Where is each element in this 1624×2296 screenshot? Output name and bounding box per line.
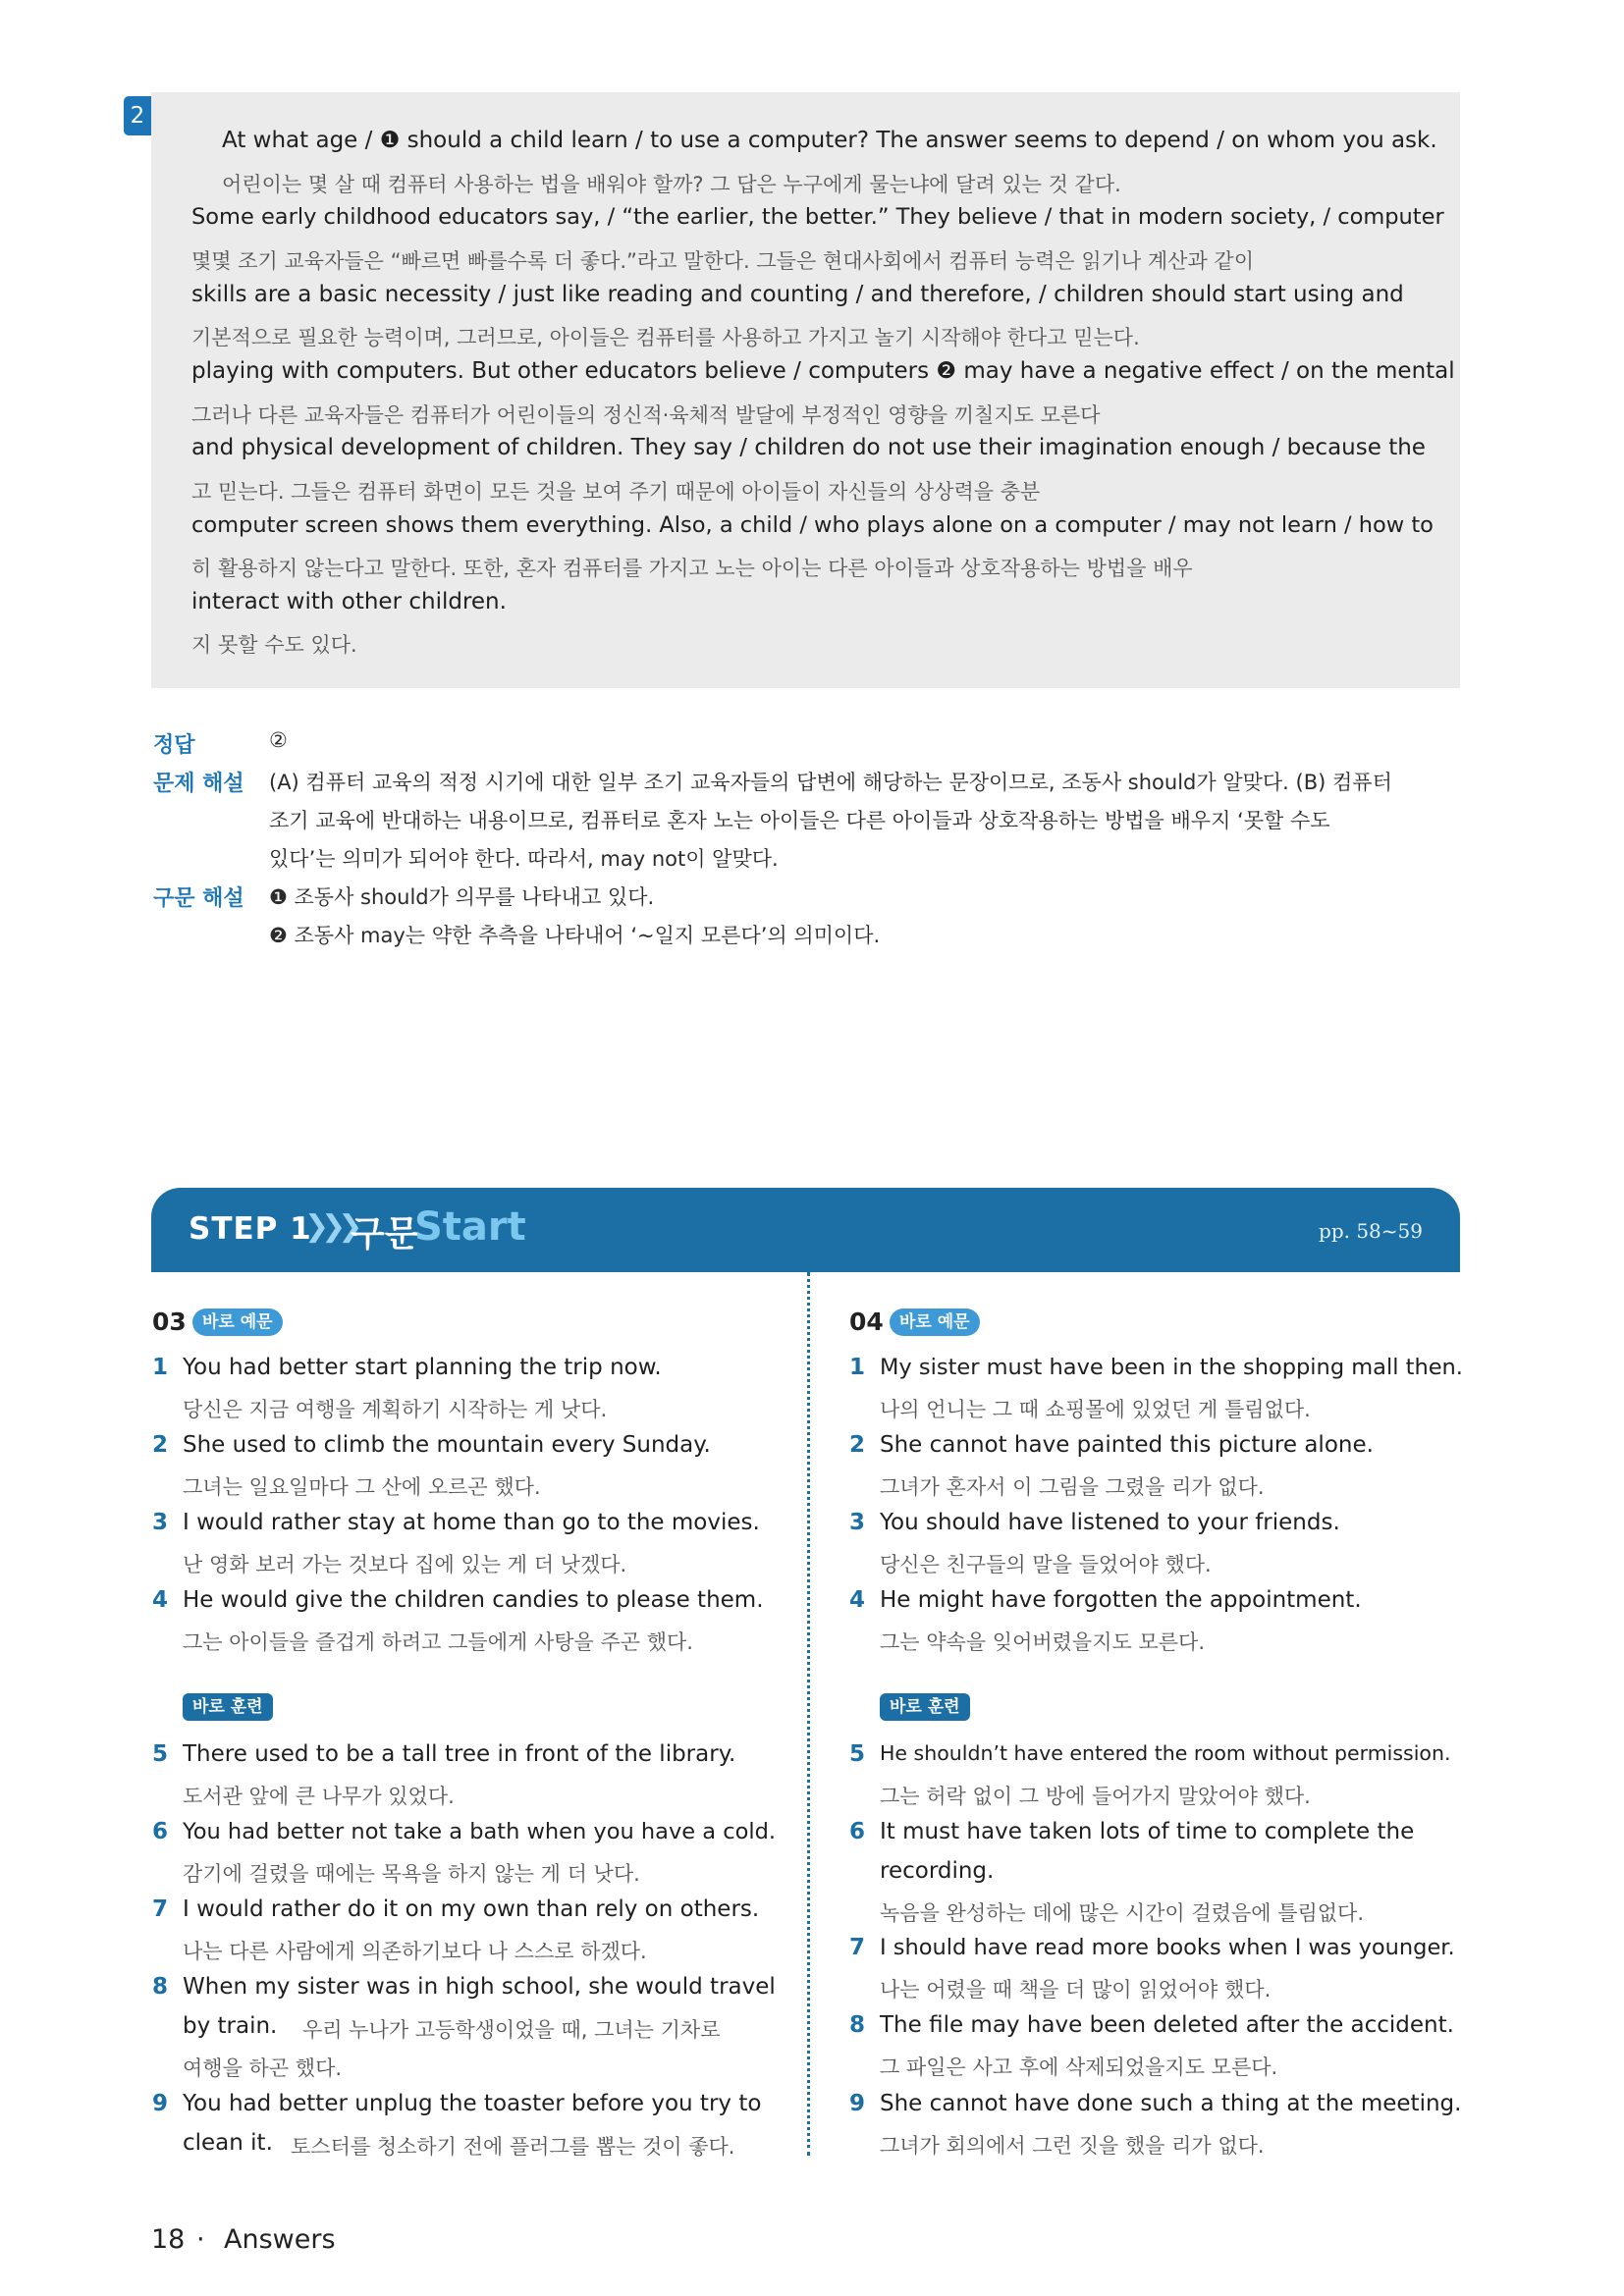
right-item-7-en: I should have read more books when I was younger. xyxy=(880,1935,1455,1960)
section-number-03: 03 xyxy=(152,1308,187,1336)
syntax-line-2: ❷ 조동사 may는 약한 추측을 나타내어 ‘~일지 모른다’의 의미이다. xyxy=(269,924,881,947)
left-item-7-en: I would rather do it on my own than rely on others. xyxy=(183,1896,760,1922)
right-item-6-en-cont: recording. xyxy=(880,1858,995,1884)
item-number: 3 xyxy=(849,1510,866,1535)
section-number-04: 04 xyxy=(849,1308,884,1336)
left-item-3-en: I would rather stay at home than go to the movies. xyxy=(183,1510,760,1535)
left-item-8-en-cont: by train. xyxy=(183,2013,278,2039)
left-item-1-ko: 당신은 지금 여행을 계획하기 시작하는 게 낫다. xyxy=(183,1398,608,1421)
chevron-right-icon: ❯❯❯ xyxy=(304,1209,355,1244)
right-item-4-en: He might have forgotten the appointment. xyxy=(880,1587,1362,1613)
right-item-7-ko: 나는 어렸을 때 책을 더 많이 읽었어야 했다. xyxy=(880,1978,1272,2002)
left-item-8-en: When my sister was in high school, she would travel xyxy=(183,1974,776,2000)
step-banner xyxy=(151,1188,1460,1272)
passage-line-3-en: skills are a basic necessity / just like reading and counting / and therefore, / children should start using and xyxy=(191,282,1404,307)
item-number: 5 xyxy=(849,1741,866,1767)
passage-line-2-en: Some early childhood educators say, / “the earlier, the better.” They believe / that in modern society, / computer xyxy=(191,204,1444,230)
column-divider xyxy=(807,1272,810,2156)
passage-line-7-ko: 지 못할 수도 있다. xyxy=(191,633,357,657)
left-item-9-en: You had better unplug the toaster before you try to xyxy=(183,2091,762,2116)
right-item-5-ko: 그는 허락 없이 그 방에 들어가지 말았어야 했다. xyxy=(880,1785,1311,1808)
practice-badge-left: 바로 훈련 xyxy=(183,1693,273,1721)
left-item-2-ko: 그녀는 일요일마다 그 산에 오르곤 했다. xyxy=(183,1475,541,1499)
step-label: STEP 1 xyxy=(189,1211,312,1247)
explain-line-2: 조기 교육에 반대하는 내용이므로, 컴퓨터로 혼자 노는 아이들은 다른 아이들과 상호작용하는 방법을 배우지 ‘못할 수도 xyxy=(269,809,1330,832)
footer-label: Answers xyxy=(224,2224,336,2255)
passage-line-6-ko: 히 활용하지 않는다고 말한다. 또한, 혼자 컴퓨터를 가지고 노는 아이는 다른 아이들과 상호작용하는 방법을 배우 xyxy=(191,557,1193,580)
right-item-8-en: The file may have been deleted after the accident. xyxy=(880,2012,1454,2038)
explain-label: 문제 해설 xyxy=(153,772,244,796)
item-number: 2 xyxy=(152,1432,169,1458)
question-number: 2 xyxy=(124,96,151,135)
passage-line-2-ko: 몇몇 조기 교육자들은 “빠르면 빠를수록 더 좋다.”라고 말한다. 그들은 현대사회에서 컴퓨터 능력은 읽기나 계산과 같이 xyxy=(191,249,1255,273)
right-item-1-en: My sister must have been in the shopping mall then. xyxy=(880,1355,1463,1380)
left-item-6-ko: 감기에 걸렸을 때에는 목욕을 하지 않는 게 더 낫다. xyxy=(183,1862,640,1886)
passage-line-1-en: At what age / ❶ should a child learn / to use a computer? The answer seems to depend / on whom you ask. xyxy=(222,128,1437,153)
banner-title-en: Start xyxy=(414,1204,526,1250)
left-item-5-ko: 도서관 앞에 큰 나무가 있었다. xyxy=(183,1785,455,1808)
answer-label: 정답 xyxy=(153,733,195,758)
item-number: 9 xyxy=(152,2091,169,2116)
passage-line-5-ko: 고 믿는다. 그들은 컴퓨터 화면이 모든 것을 보여 주기 때문에 아이들이 자신들의 상상력을 충분 xyxy=(191,480,1041,504)
page-range: pp. 58~59 xyxy=(1319,1219,1423,1243)
explain-line-3: 있다’는 의미가 되어야 한다. 따라서, may not이 알맞다. xyxy=(269,847,779,871)
item-number: 2 xyxy=(849,1432,866,1458)
right-item-3-en: You should have listened to your friends. xyxy=(880,1510,1340,1535)
banner-title-ko: 구문 xyxy=(351,1214,419,1255)
left-item-7-ko: 나는 다른 사람에게 의존하기보다 나 스스로 하겠다. xyxy=(183,1940,647,1963)
right-item-5-en: He shouldn’t have entered the room without permission. xyxy=(880,1741,1451,1765)
right-item-4-ko: 그는 약속을 잊어버렸을지도 모른다. xyxy=(880,1630,1205,1654)
passage-line-3-ko: 기본적으로 필요한 능력이며, 그러므로, 아이들은 컴퓨터를 사용하고 가지고 놀기 시작해야 한다고 믿는다. xyxy=(191,326,1140,349)
explain-line-1: (A) 컴퓨터 교육의 적정 시기에 대한 일부 조기 교육자들의 답변에 해당하는 문장이므로, 조동사 should가 알맞다. (B) 컴퓨터 xyxy=(269,771,1392,794)
item-number: 7 xyxy=(849,1935,866,1960)
passage-line-4-en: playing with computers. But other educators believe / computers ❷ may have a negative effect / on the mental xyxy=(191,358,1455,384)
item-number: 1 xyxy=(849,1355,866,1380)
right-item-6-ko: 녹음을 완성하는 데에 많은 시간이 걸렸음에 틀림없다. xyxy=(880,1901,1365,1925)
item-number: 8 xyxy=(152,1974,169,2000)
item-number: 3 xyxy=(152,1510,169,1535)
item-number: 6 xyxy=(849,1819,866,1844)
item-number: 7 xyxy=(152,1896,169,1922)
item-number: 6 xyxy=(152,1819,169,1844)
item-number: 4 xyxy=(152,1587,169,1613)
left-item-8-ko-2: 여행을 하곤 했다. xyxy=(183,2056,343,2080)
passage-line-5-en: and physical development of children. They say / children do not use their imagination enough / because the xyxy=(191,435,1426,460)
answer-value: ② xyxy=(269,728,288,752)
left-item-9-ko: 토스터를 청소하기 전에 플러그를 뽑는 것이 좋다. xyxy=(291,2135,735,2159)
right-item-6-en: It must have taken lots of time to complete the xyxy=(880,1819,1415,1844)
right-item-9-ko: 그녀가 회의에서 그런 짓을 했을 리가 없다. xyxy=(880,2134,1265,2158)
syntax-label: 구문 해설 xyxy=(153,886,244,911)
example-badge-right: 바로 예문 xyxy=(890,1308,980,1336)
item-number: 5 xyxy=(152,1741,169,1767)
item-number: 9 xyxy=(849,2091,866,2116)
right-item-2-ko: 그녀가 혼자서 이 그림을 그렸을 리가 없다. xyxy=(880,1475,1265,1499)
left-item-4-en: He would give the children candies to please them. xyxy=(183,1587,764,1613)
right-item-9-en: She cannot have done such a thing at the meeting. xyxy=(880,2091,1462,2116)
syntax-line-1: ❶ 조동사 should가 의무를 나타내고 있다. xyxy=(269,885,655,909)
practice-badge-right: 바로 훈련 xyxy=(880,1693,970,1721)
right-item-1-ko: 나의 언니는 그 때 쇼핑몰에 있었던 게 틀림없다. xyxy=(880,1398,1311,1421)
left-item-9-en-cont: clean it. xyxy=(183,2130,273,2156)
passage-line-7-en: interact with other children. xyxy=(191,589,507,614)
left-item-4-ko: 그는 아이들을 즐겁게 하려고 그들에게 사탕을 주곤 했다. xyxy=(183,1630,693,1654)
item-number: 8 xyxy=(849,2012,866,2038)
item-number: 4 xyxy=(849,1587,866,1613)
right-item-2-en: She cannot have painted this picture alone. xyxy=(880,1432,1374,1458)
passage-line-4-ko: 그러나 다른 교육자들은 컴퓨터가 어린이들의 정신적·육체적 발달에 부정적인 영향을 끼칠지도 모른다 xyxy=(191,403,1101,427)
left-item-1-en: You had better start planning the trip now. xyxy=(183,1355,662,1380)
footer-separator: · xyxy=(196,2224,205,2255)
passage-line-1-ko: 어린이는 몇 살 때 컴퓨터 사용하는 법을 배워야 할까? 그 답은 누구에게 물는냐에 달려 있는 것 같다. xyxy=(222,173,1121,196)
right-item-8-ko: 그 파일은 사고 후에 삭제되었을지도 모른다. xyxy=(880,2056,1278,2079)
left-item-2-en: She used to climb the mountain every Sunday. xyxy=(183,1432,711,1458)
item-number: 1 xyxy=(152,1355,169,1380)
page-number: 18 xyxy=(151,2224,186,2255)
left-item-8-ko-1: 우리 누나가 고등학생이었을 때, 그녀는 기차로 xyxy=(302,2018,721,2042)
left-item-6-en: You had better not take a bath when you have a cold. xyxy=(183,1819,777,1844)
example-badge-left: 바로 예문 xyxy=(192,1308,283,1336)
passage-line-6-en: computer screen shows them everything. Also, a child / who plays alone on a computer / may not learn / how to xyxy=(191,512,1434,538)
right-item-3-ko: 당신은 친구들의 말을 들었어야 했다. xyxy=(880,1553,1212,1576)
left-item-3-ko: 난 영화 보러 가는 것보다 집에 있는 게 더 낫겠다. xyxy=(183,1553,627,1576)
left-item-5-en: There used to be a tall tree in front of the library. xyxy=(183,1741,736,1767)
